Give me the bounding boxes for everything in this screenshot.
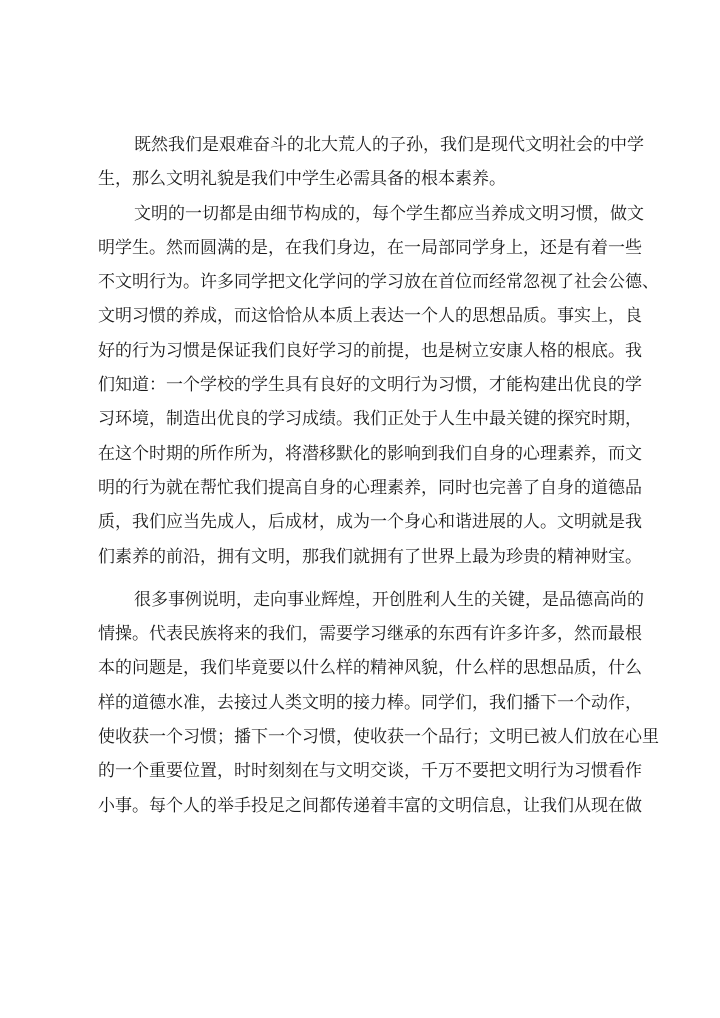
paragraph-1 xyxy=(98,128,644,197)
text-line: 明学生。然而圆满的是，在我们身边，在一局部同学身上，还是有着一些 xyxy=(98,237,642,258)
text-line: 习环境，制造出优良的学习成绩。我们正处于人生中最关键的探究时期， xyxy=(98,409,642,430)
text-line: 们素养的前沿，拥有文明，那我们就拥有了世界上最为珍贵的精神财宝。 xyxy=(98,546,642,567)
text-line: 生，那么文明礼貌是我们中学生必需具备的根本素养。 xyxy=(98,169,506,190)
text-line: 好的行为习惯是保证我们良好学习的前提，也是树立安康人格的根底。我 xyxy=(98,340,642,361)
text-line: 文明的一切都是由细节构成的，每个学生都应当养成文明习惯，做文 xyxy=(134,203,644,224)
text-line: 很多事例说明，走向事业辉煌，开创胜利人生的关键，是品德高尚的 xyxy=(134,589,644,610)
text-line: 质，我们应当先成人，后成材，成为一个身心和谐进展的人。文明就是我 xyxy=(98,512,642,533)
text-line: 在这个时期的所作所为，将潜移默化的影响到我们自身的心理素养，而文 xyxy=(98,443,642,464)
text-line: 既然我们是艰难奋斗的北大荒人的子孙，我们是现代文明社会的中学 xyxy=(134,135,644,155)
text-line: 的一个重要位置，时时刻刻在与文明交谈，千万不要把文明行为习惯看作 xyxy=(98,761,642,782)
text-line: 们知道：一个学校的学生具有良好的文明行为习惯，才能构建出优良的学 xyxy=(98,375,642,396)
document-body xyxy=(98,128,659,823)
text-line: 不文明行为。许多同学把文化学问的学习放在首位而经常忽视了社会公德、 xyxy=(98,272,659,293)
text-line: 本的问题是，我们毕竟要以什么样的精神风貌，什么样的思想品质，什么 xyxy=(98,658,642,679)
text-line: 情操。代表民族将来的我们，需要学习继承的东西有许多许多，然而最根 xyxy=(98,624,642,645)
text-line: 明的行为就在帮忙我们提高自身的心理素养，同时也完善了自身的道德品 xyxy=(98,477,642,498)
text-line: 样的道德水准，去接过人类文明的接力棒。同学们，我们播下一个动作， xyxy=(98,692,642,713)
paragraph-2 xyxy=(98,197,659,574)
paragraph-spacer xyxy=(98,574,638,583)
text-line: 小事。每个人的举手投足之间都传递着丰富的文明信息，让我们从现在做 xyxy=(98,795,642,816)
text-line: 文明习惯的养成，而这恰恰从本质上表达一个人的思想品质。事实上，良 xyxy=(98,306,642,327)
text-line: 使收获一个习惯；播下一个习惯，使收获一个品行；文明已被人们放在心里 xyxy=(98,727,659,748)
paragraph-3 xyxy=(98,583,659,823)
